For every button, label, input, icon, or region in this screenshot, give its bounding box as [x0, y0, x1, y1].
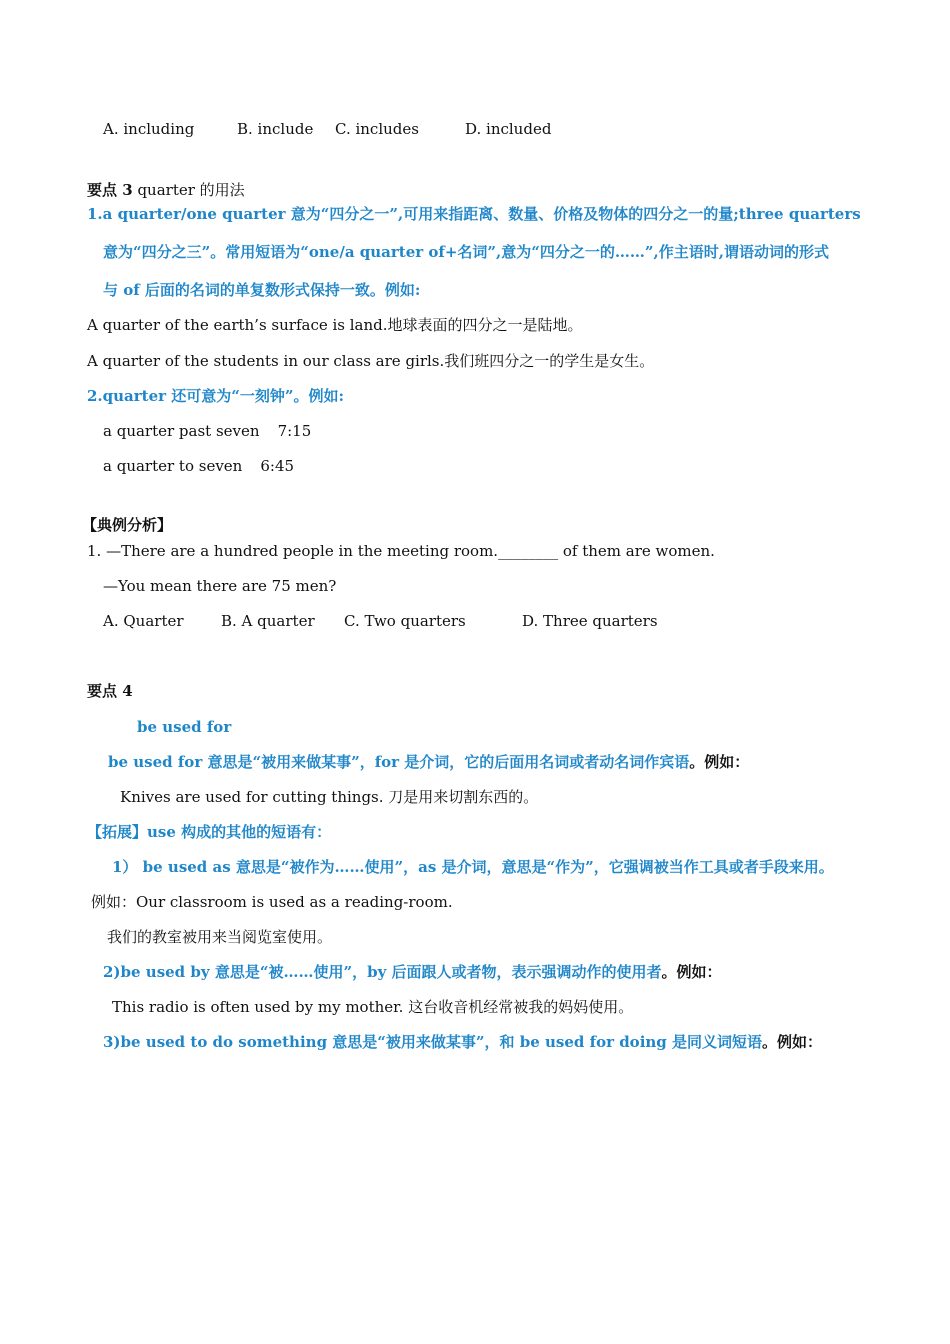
- example4-time: 6:45: [260, 457, 295, 475]
- point3-example1: A quarter of the earth’s surface is land.地球表面的四分之一是陆地。: [87, 316, 583, 334]
- option-a: A. including: [103, 120, 195, 138]
- option-d: D. included: [465, 120, 552, 138]
- point3-title: quarter 的用法: [137, 181, 245, 199]
- point3-rule1-line2: 意为“四分之三”。常用短语为“one/a quarter of+名词”,意为“四分之一的……”,作主语时,谓语动词的形式: [103, 243, 829, 261]
- point4-rule: [108, 752, 749, 772]
- extension-item2-text: 2)be used by 意思是“被……使用”，by 后面跟人或者物，表示强调动作的使用者: [103, 963, 662, 981]
- point3-example2: A quarter of the students in our class are girls.我们班四分之一的学生是女生。: [87, 352, 655, 370]
- example3-time: 7:15: [277, 422, 312, 440]
- point3-heading: [87, 180, 245, 200]
- point3-rule2: 2.quarter 还可意为“一刻钟”。例如:: [87, 387, 345, 405]
- example4-phrase: a quarter to seven: [103, 457, 243, 475]
- extension-item1-example: 例如：Our classroom is used as a reading-room.: [91, 893, 453, 911]
- q1-option-d: D. Three quarters: [522, 612, 658, 630]
- extension-item1: 1） be used as 意思是“被作为……使用”，as 是介词，意思是“作为”，它强调被当作工具或者手段来用。: [112, 858, 834, 876]
- extension-item3: [103, 1032, 822, 1052]
- example3-phrase: a quarter past seven: [103, 422, 260, 440]
- option-b: B. include: [237, 120, 314, 138]
- extension-heading: 【拓展】use 构成的其他的短语有：: [87, 823, 332, 841]
- point3-rule1-line3: 与 of 后面的名词的单复数形式保持一致。例如:: [103, 281, 421, 299]
- q1-option-b: B. A quarter: [221, 612, 315, 630]
- point4-rule-suffix: 。例如：: [689, 753, 750, 771]
- extension-item3-suffix: 。例如：: [762, 1033, 823, 1051]
- extension-item1-translation: 我们的教室被用来当阅览室使用。: [107, 928, 333, 946]
- point4-rule-text: be used for 意思是“被用来做某事”，for 是介词，它的后面用名词或者动名词作宾语: [108, 753, 690, 771]
- q1-option-a: A. Quarter: [103, 612, 184, 630]
- point3-example4: [103, 456, 294, 476]
- extension-item2: [103, 962, 722, 982]
- analysis-heading: 【典例分析】: [82, 516, 173, 534]
- point3-rule1-line1: 1.a quarter/one quarter 意为“四分之一”,可用来指距离、数量、价格及物体的四分之一的量;three quarters: [87, 205, 861, 223]
- point4-subtitle: be used for: [137, 718, 232, 736]
- question1-line2: —You mean there are 75 men?: [103, 577, 337, 595]
- point3-example3: [103, 421, 311, 441]
- extension-item2-example: This radio is often used by my mother. 这台收音机经常被我的妈妈使用。: [112, 998, 634, 1016]
- point4-example: Knives are used for cutting things. 刀是用来切割东西的。: [120, 788, 539, 806]
- option-c: C. includes: [335, 120, 419, 138]
- extension-item3-text: 3)be used to do something 意思是“被用来做某事”，和 be used for doing 是同义词短语: [103, 1033, 763, 1051]
- point3-label: 要点 3: [87, 181, 133, 199]
- question1-line1: 1. —There are a hundred people in the meeting room.________ of them are women.: [87, 542, 715, 560]
- point4-heading: 要点 4: [87, 682, 133, 700]
- q1-option-c: C. Two quarters: [344, 612, 466, 630]
- extension-item2-suffix: 。例如：: [661, 963, 722, 981]
